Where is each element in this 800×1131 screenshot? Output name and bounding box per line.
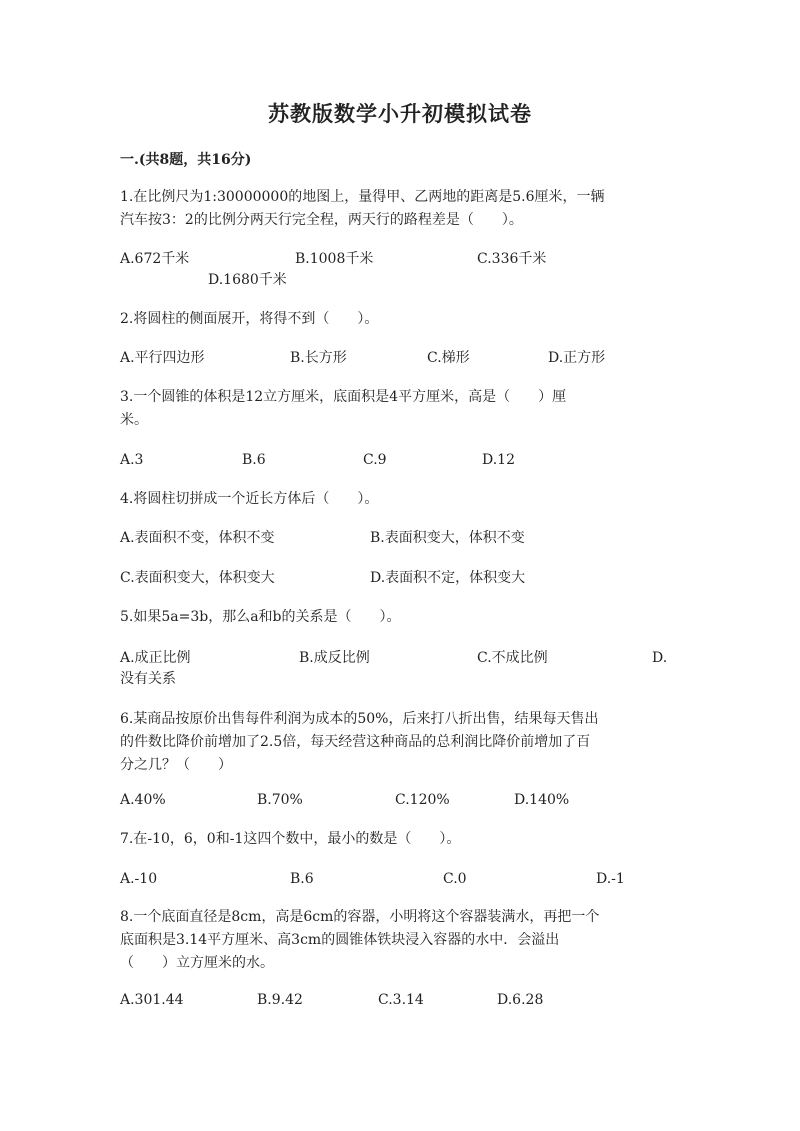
question-5 [120, 606, 680, 629]
section-header: 一.(共8题，共16分) [120, 152, 252, 168]
option-b: B.6 [242, 452, 266, 468]
question-3 [120, 386, 680, 432]
question-text-line: 1.在比例尺为1:30000000的地图上，量得甲、乙两地的距离是5.6厘米，一辆 [120, 189, 605, 205]
question-2 [120, 308, 680, 331]
option-c: C.梯形 [427, 350, 470, 366]
option-a: A.672千米 [120, 251, 190, 267]
question-1 [120, 186, 680, 232]
question-text-line: （ ）立方厘米的水。 [120, 955, 274, 971]
question-text-line: 8.一个底面直径是8cm，高是6cm的容器，小明将这个容器装满水，再把一个 [120, 909, 600, 925]
question-text-line: 2.将圆柱的侧面展开，将得不到（ ）。 [120, 311, 379, 327]
option-d: D.12 [482, 452, 515, 468]
option-d: D.正方形 [548, 350, 606, 366]
question-text-line: 4.将圆柱切拼成一个近长方体后（ ）。 [120, 491, 379, 507]
option-c: C.120% [395, 792, 450, 808]
option-b: B.9.42 [257, 992, 303, 1008]
option-c: C.3.14 [378, 992, 424, 1008]
option-d: D.140% [514, 792, 570, 808]
option-b: B.1008千米 [295, 251, 374, 267]
question-text-line: 7.在-10，6，0和-1这四个数中，最小的数是（ ）。 [120, 831, 461, 847]
option-c: C.0 [443, 871, 467, 887]
option-d: D. [652, 650, 668, 666]
option-d: D.表面积不定，体积变大 [370, 570, 526, 586]
question-text-line: 汽车按3：2的比例分两天行完全程，两天行的路程差是（ ）。 [120, 212, 523, 228]
option-b: B.长方形 [290, 350, 347, 366]
question-text-line: 6.某商品按原价出售每件利润为成本的50%，后来打八折出售，结果每天售出 [120, 711, 599, 727]
option-b: B.成反比例 [299, 650, 370, 666]
option-d: D.1680千米 [208, 272, 287, 288]
option-d: D.6.28 [497, 992, 544, 1008]
option-c: C.表面积变大，体积变大 [120, 570, 275, 586]
question-text-line: 分之几？（ ） [120, 757, 232, 773]
option-d: D.-1 [596, 871, 625, 887]
option-a: A.平行四边形 [120, 350, 205, 366]
option-c: C.336千米 [477, 251, 547, 267]
option-a: A.301.44 [120, 992, 184, 1008]
option-a: A.成正比例 [120, 650, 191, 666]
option-a: A.3 [120, 452, 144, 468]
question-text-line: 5.如果5a=3b，那么a和b的关系是（ ）。 [120, 609, 401, 625]
question-text-line: 底面积是3.14平方厘米、高3cm的圆锥体铁块浸入容器的水中．会溢出 [120, 932, 560, 948]
question-4 [120, 488, 680, 511]
option-c: C.9 [363, 452, 387, 468]
option-b: B.70% [257, 792, 303, 808]
option-c: C.不成比例 [477, 650, 548, 666]
option-a: A.-10 [120, 871, 158, 887]
question-text-line: 3.一个圆锥的体积是12立方厘米，底面积是4平方厘米，高是（ ）厘 [120, 389, 567, 405]
question-8 [120, 906, 680, 975]
page-title: 苏教版数学小升初模拟试卷 [268, 101, 532, 126]
option-b: B.表面积变大，体积不变 [370, 530, 525, 546]
option-b: B.6 [290, 871, 314, 887]
question-text-line: 米。 [120, 412, 148, 428]
question-7 [120, 828, 680, 851]
option-a: A.表面积不变，体积不变 [120, 530, 275, 546]
question-6 [120, 708, 680, 777]
option-a: A.40% [120, 792, 166, 808]
question-text-line: 的件数比降价前增加了2.5倍，每天经营这种商品的总利润比降价前增加了百 [120, 734, 591, 750]
option-d-text: 没有关系 [120, 671, 176, 687]
